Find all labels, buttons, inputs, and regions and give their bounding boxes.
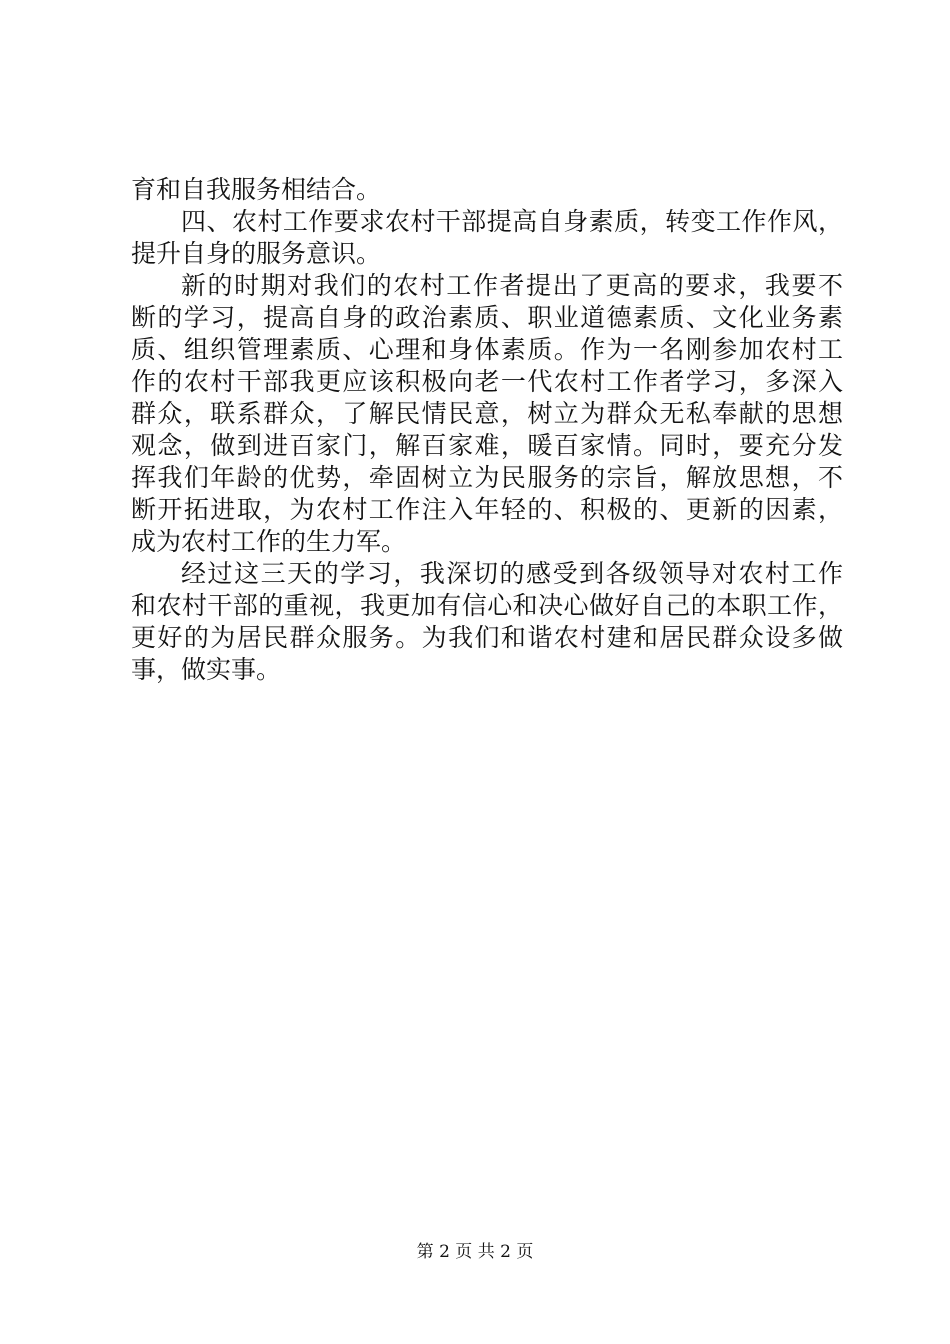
paragraph-line: 观念，做到进百家门，解百家难，暖百家情。同时，要充分发 — [131, 431, 843, 460]
paragraph-line: 挥我们年龄的优势，牵固树立为民服务的宗旨，解放思想，不 — [131, 463, 843, 492]
document-body — [131, 174, 843, 686]
paragraph-line: 质、组织管理素质、心理和身体素质。作为一名刚参加农村工 — [131, 335, 843, 364]
paragraph-line: 断开拓进取，为农村工作注入年轻的、积极的、更新的因素， — [131, 495, 843, 524]
page-footer — [0, 1240, 950, 1264]
paragraph-line: 群众，联系群众，了解民情民意，树立为群众无私奉献的思想 — [131, 399, 843, 428]
paragraph-line: 断的学习，提高自身的政治素质、职业道德素质、文化业务素 — [131, 303, 843, 332]
paragraph-line: 提升自身的服务意识。 — [131, 239, 382, 268]
paragraph-line: 更好的为居民群众服务。为我们和谐农村建和居民群众设多做 — [131, 623, 843, 652]
page-number-label: 第 2 页 共 2 页 — [416, 1242, 534, 1262]
paragraph-line: 事，做实事。 — [131, 655, 282, 684]
paragraph-line: 成为农村工作的生力军。 — [131, 527, 407, 556]
paragraph-line: 经过这三天的学习，我深切的感受到各级领导对农村工作 — [181, 559, 843, 588]
paragraph-line: 四、农村工作要求农村干部提高自身素质，转变工作作风， — [181, 207, 843, 236]
paragraph-line: 育和自我服务相结合。 — [131, 175, 382, 204]
paragraph-line: 新的时期对我们的农村工作者提出了更高的要求，我要不 — [181, 271, 843, 300]
paragraph-line: 和农村干部的重视，我更加有信心和决心做好自己的本职工作， — [131, 591, 843, 620]
paragraph-line: 作的农村干部我更应该积极向老一代农村工作者学习，多深入 — [131, 367, 843, 396]
